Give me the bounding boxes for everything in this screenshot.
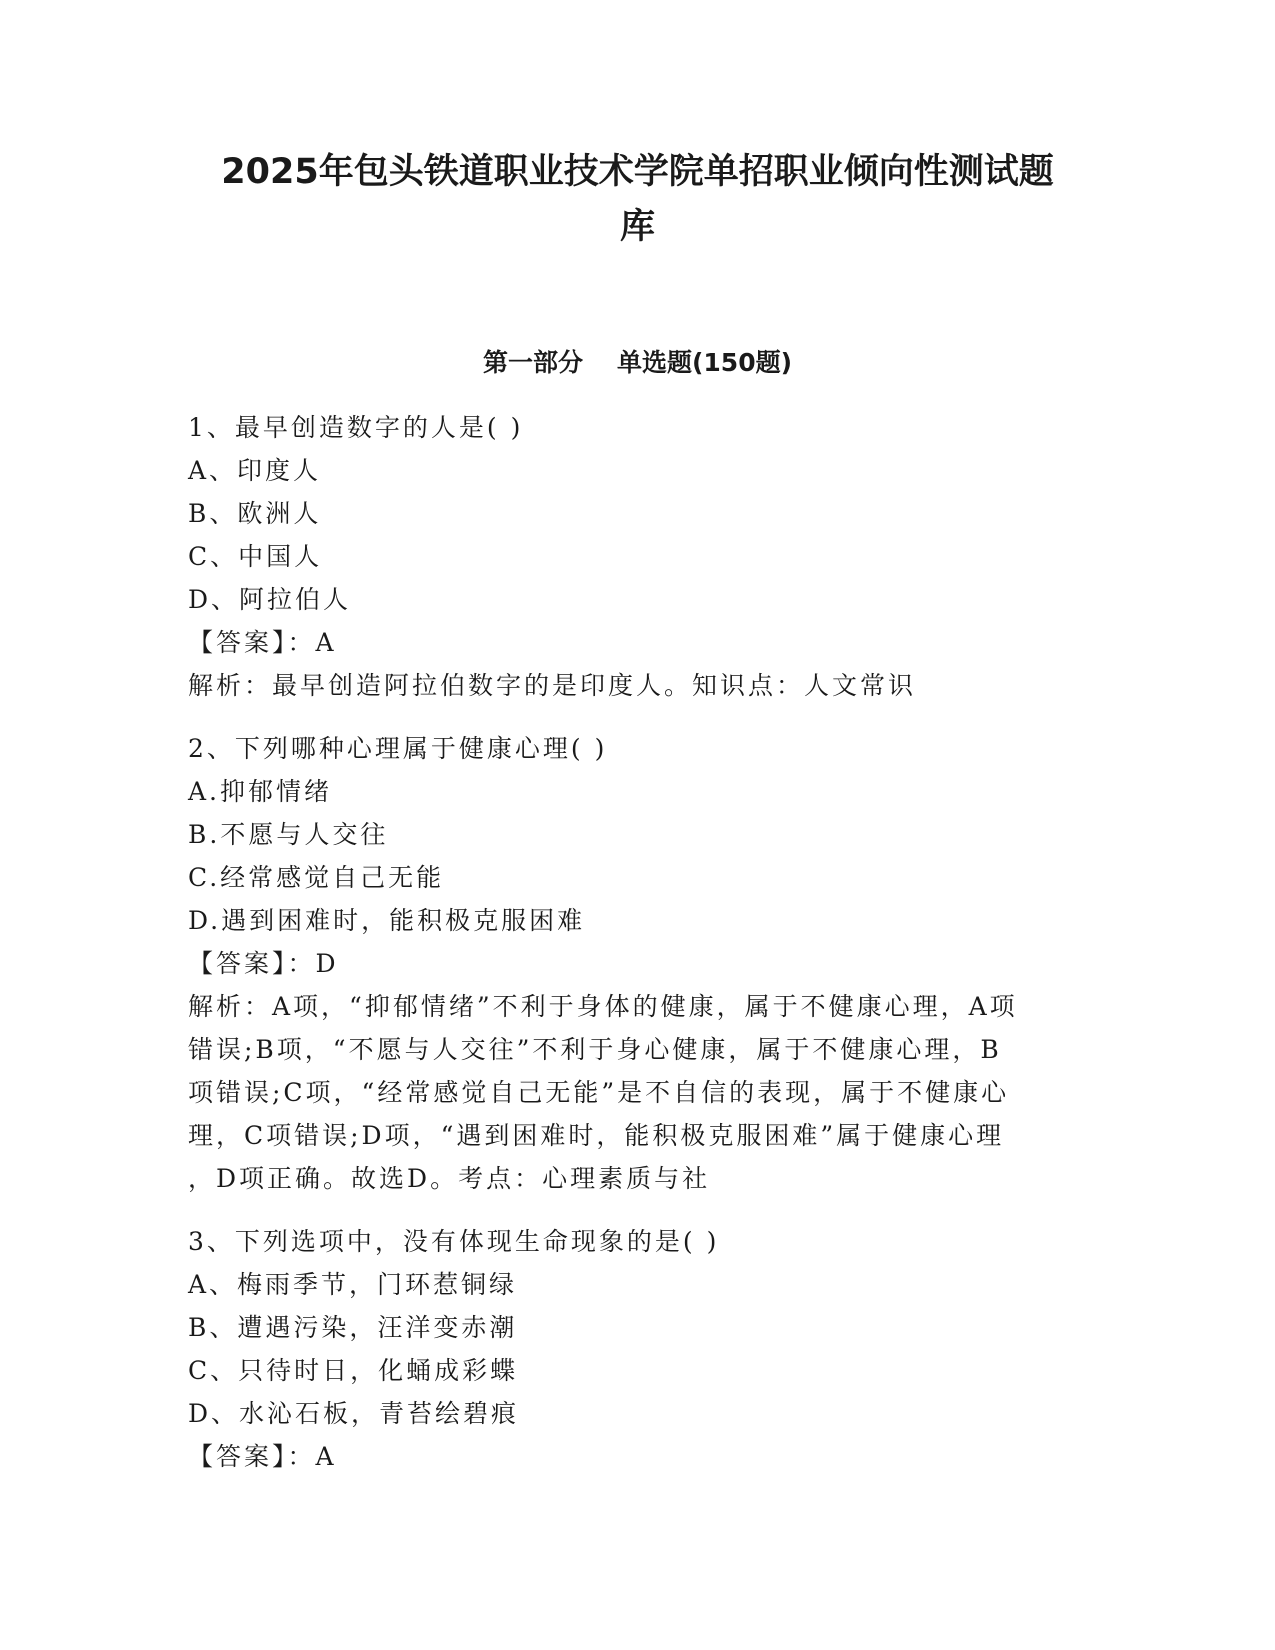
option-d: D、水沁石板，青苔绘碧痕 xyxy=(188,1399,520,1428)
question-2 xyxy=(188,727,1088,1200)
option-d: D、阿拉伯人 xyxy=(188,585,352,614)
section-title xyxy=(150,345,1125,381)
option-a: A、印度人 xyxy=(188,456,322,485)
document-title xyxy=(150,145,1125,255)
option-d: D.遇到困难时，能积极克服困难 xyxy=(188,906,586,935)
analysis-line: ，D项正确。故选D。考点：心理素质与社 xyxy=(188,1164,711,1193)
answer: 【答案】：D xyxy=(188,949,339,978)
analysis-line: 项错误;C项，“经常感觉自己无能”是不自信的表现，属于不健康心 xyxy=(188,1078,1010,1107)
option-a: A、梅雨季节，门环惹铜绿 xyxy=(188,1270,518,1299)
option-b: B.不愿与人交往 xyxy=(188,820,389,849)
question-stem: 1、最早创造数字的人是( ) xyxy=(188,413,524,442)
question-3 xyxy=(188,1220,1088,1478)
document-title-line-2: 库 xyxy=(619,207,655,247)
option-c: C、中国人 xyxy=(188,542,323,571)
question-stem: 3、下列选项中，没有体现生命现象的是( ) xyxy=(188,1227,720,1256)
option-c: C、只待时日，化蛹成彩蝶 xyxy=(188,1356,519,1385)
question-list xyxy=(188,406,1088,1498)
analysis-line: 解析：A项，“抑郁情绪”不利于身体的健康，属于不健康心理，A项 xyxy=(188,992,1018,1021)
section-title-part: 第一部分 xyxy=(482,348,583,377)
option-c: C.经常感觉自己无能 xyxy=(188,863,445,892)
analysis-line: 理，C项错误;D项，“遇到困难时，能积极克服困难”属于健康心理 xyxy=(188,1121,1005,1150)
question-stem: 2、下列哪种心理属于健康心理( ) xyxy=(188,734,608,763)
answer: 【答案】：A xyxy=(188,628,337,657)
analysis: 解析：最早创造阿拉伯数字的是印度人。知识点：人文常识 xyxy=(188,671,917,700)
analysis-line: 错误;B项，“不愿与人交往”不利于身心健康，属于不健康心理，B xyxy=(188,1035,1002,1064)
question-1 xyxy=(188,406,1088,707)
section-title-type: 单选题(150题) xyxy=(616,348,793,377)
option-a: A.抑郁情绪 xyxy=(188,777,333,806)
document-title-line-1: 2025年包头铁道职业技术学院单招职业倾向性测试题 xyxy=(221,152,1054,192)
option-b: B、欧洲人 xyxy=(188,499,322,528)
answer: 【答案】：A xyxy=(188,1442,337,1471)
option-b: B、遭遇污染，汪洋变赤潮 xyxy=(188,1313,518,1342)
